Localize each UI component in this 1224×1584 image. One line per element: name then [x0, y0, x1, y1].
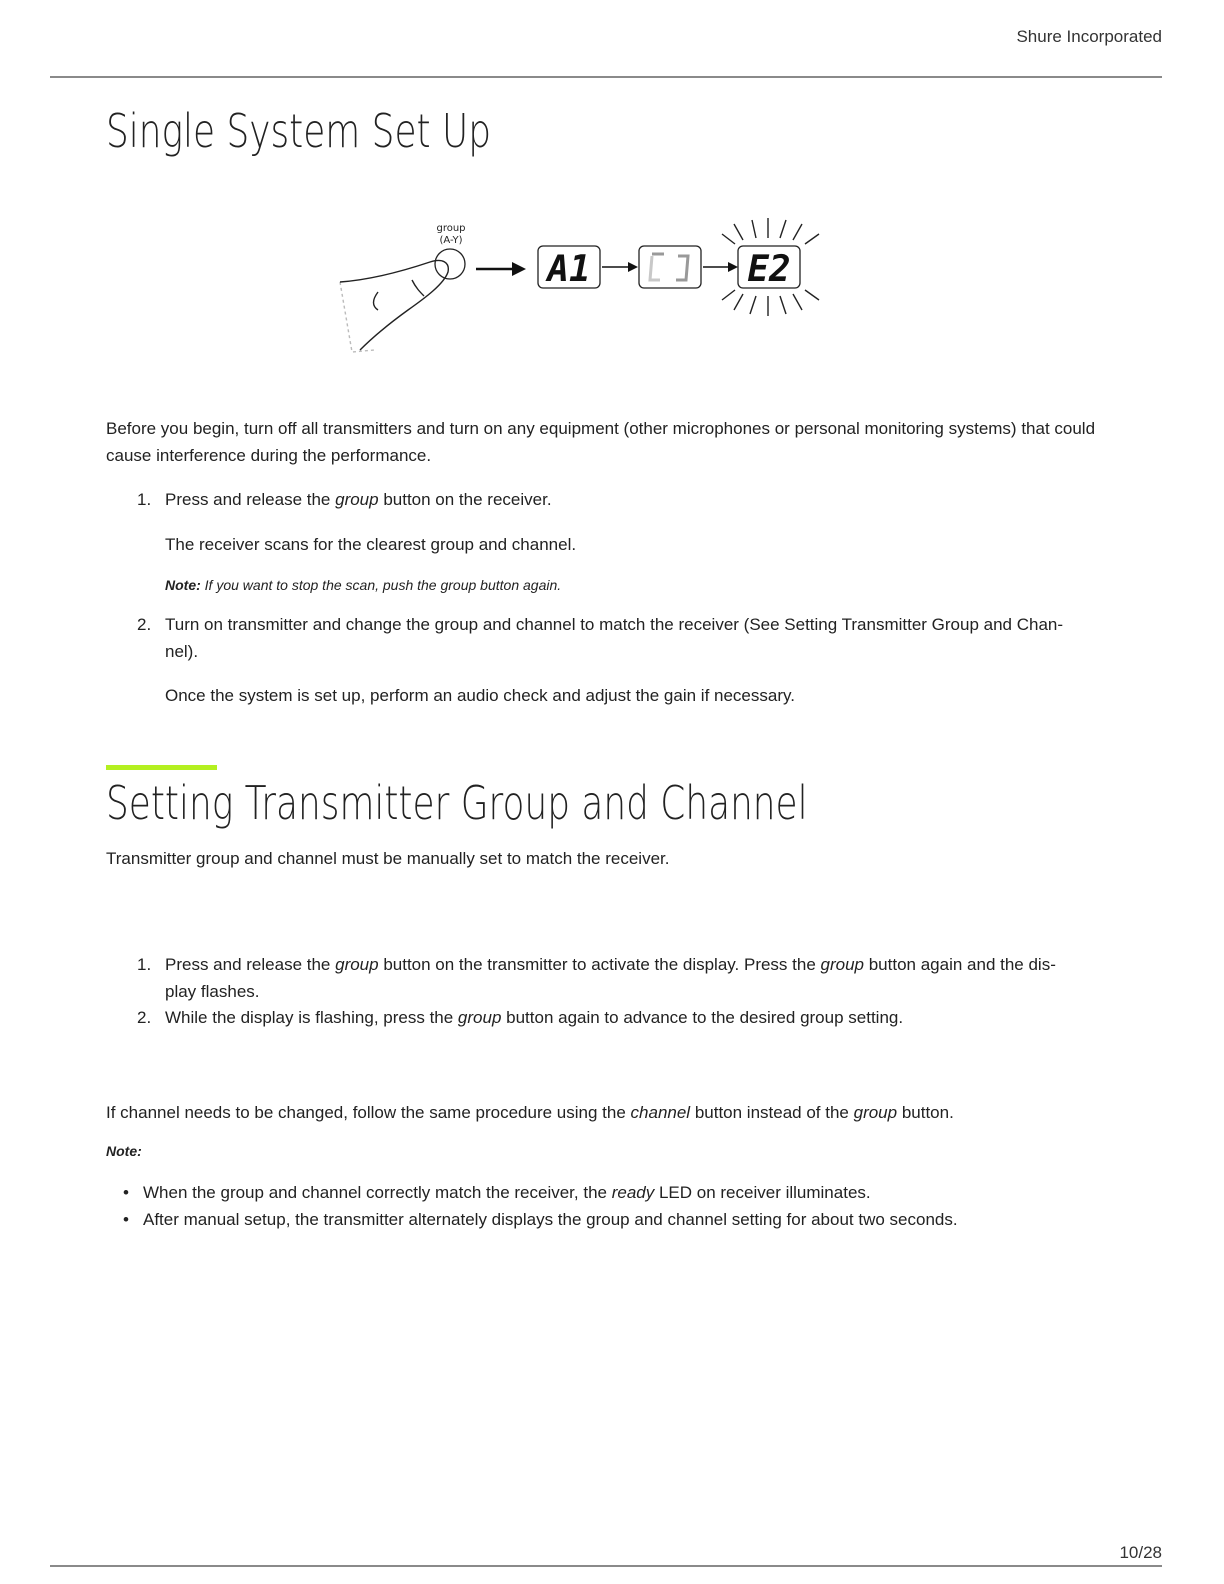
bullet-item: When the group and channel correctly match the receiver, the ready LED on receiver illuminates.: [143, 1183, 871, 1202]
finger-illustration: [340, 249, 465, 352]
section-title-transmitter-group: Setting Transmitter Group and Channel: [106, 776, 808, 830]
display-3-text: E2: [747, 249, 791, 290]
step1-number: 1.: [137, 490, 152, 509]
tx-step1-text: Press and release the group button on the transmitter to activate the display. Press the group button again and the dis- play flashes.: [165, 955, 1056, 1001]
intro-paragraph: Before you begin, turn off all transmitters and turn on any equipment (other microphones or personal monitoring systems) that could cause interference during the performance.: [106, 419, 1096, 465]
bullet-dot: •: [123, 1210, 129, 1229]
button-label-line1: group: [436, 223, 466, 234]
scan-note: Note: If you want to stop the scan, push the group button again.: [165, 577, 562, 593]
company-name: Shure Incorporated: [1016, 27, 1162, 46]
step2-result: Once the system is set up, perform an audio check and adjust the gain if necessary.: [165, 686, 795, 705]
tx-step2-number: 2.: [137, 1008, 152, 1027]
step1-text: Press and release the group button on the receiver.: [165, 490, 552, 509]
channel-paragraph: If channel needs to be changed, follow the same procedure using the channel button instead of the group button.: [106, 1103, 954, 1122]
group-scan-figure: [330, 210, 830, 360]
button-label-line2: (A-Y): [439, 235, 463, 246]
page-number: 10/28: [1119, 1543, 1162, 1562]
display-2: [639, 246, 701, 288]
arrow-2: [602, 262, 638, 272]
step1-result: The receiver scans for the clearest group and channel.: [165, 535, 577, 554]
section-title-single-system: Single System Set Up: [106, 104, 492, 158]
step2-text: Turn on transmitter and change the group and channel to match the receiver (See Setting Transmitter Group and Chan- nel).: [165, 615, 1064, 661]
header-rule: [50, 76, 1162, 78]
footer-rule: [50, 1565, 1162, 1567]
tx-step1-number: 1.: [137, 955, 152, 974]
section-accent-bar: [106, 765, 217, 770]
transmitter-intro: Transmitter group and channel must be manually set to match the receiver.: [106, 849, 670, 868]
step2-number: 2.: [137, 615, 152, 634]
note-label: Note:: [106, 1143, 142, 1159]
arrow-1: [476, 262, 526, 276]
display-1-text: A1: [547, 249, 591, 290]
bullet-item: After manual setup, the transmitter alternately displays the group and channel setting for about two seconds.: [143, 1210, 958, 1229]
tx-step2-text: While the display is flashing, press the group button again to advance to the desired group setting.: [165, 1008, 904, 1027]
bullet-dot: •: [123, 1183, 129, 1202]
arrow-3: [703, 262, 738, 272]
